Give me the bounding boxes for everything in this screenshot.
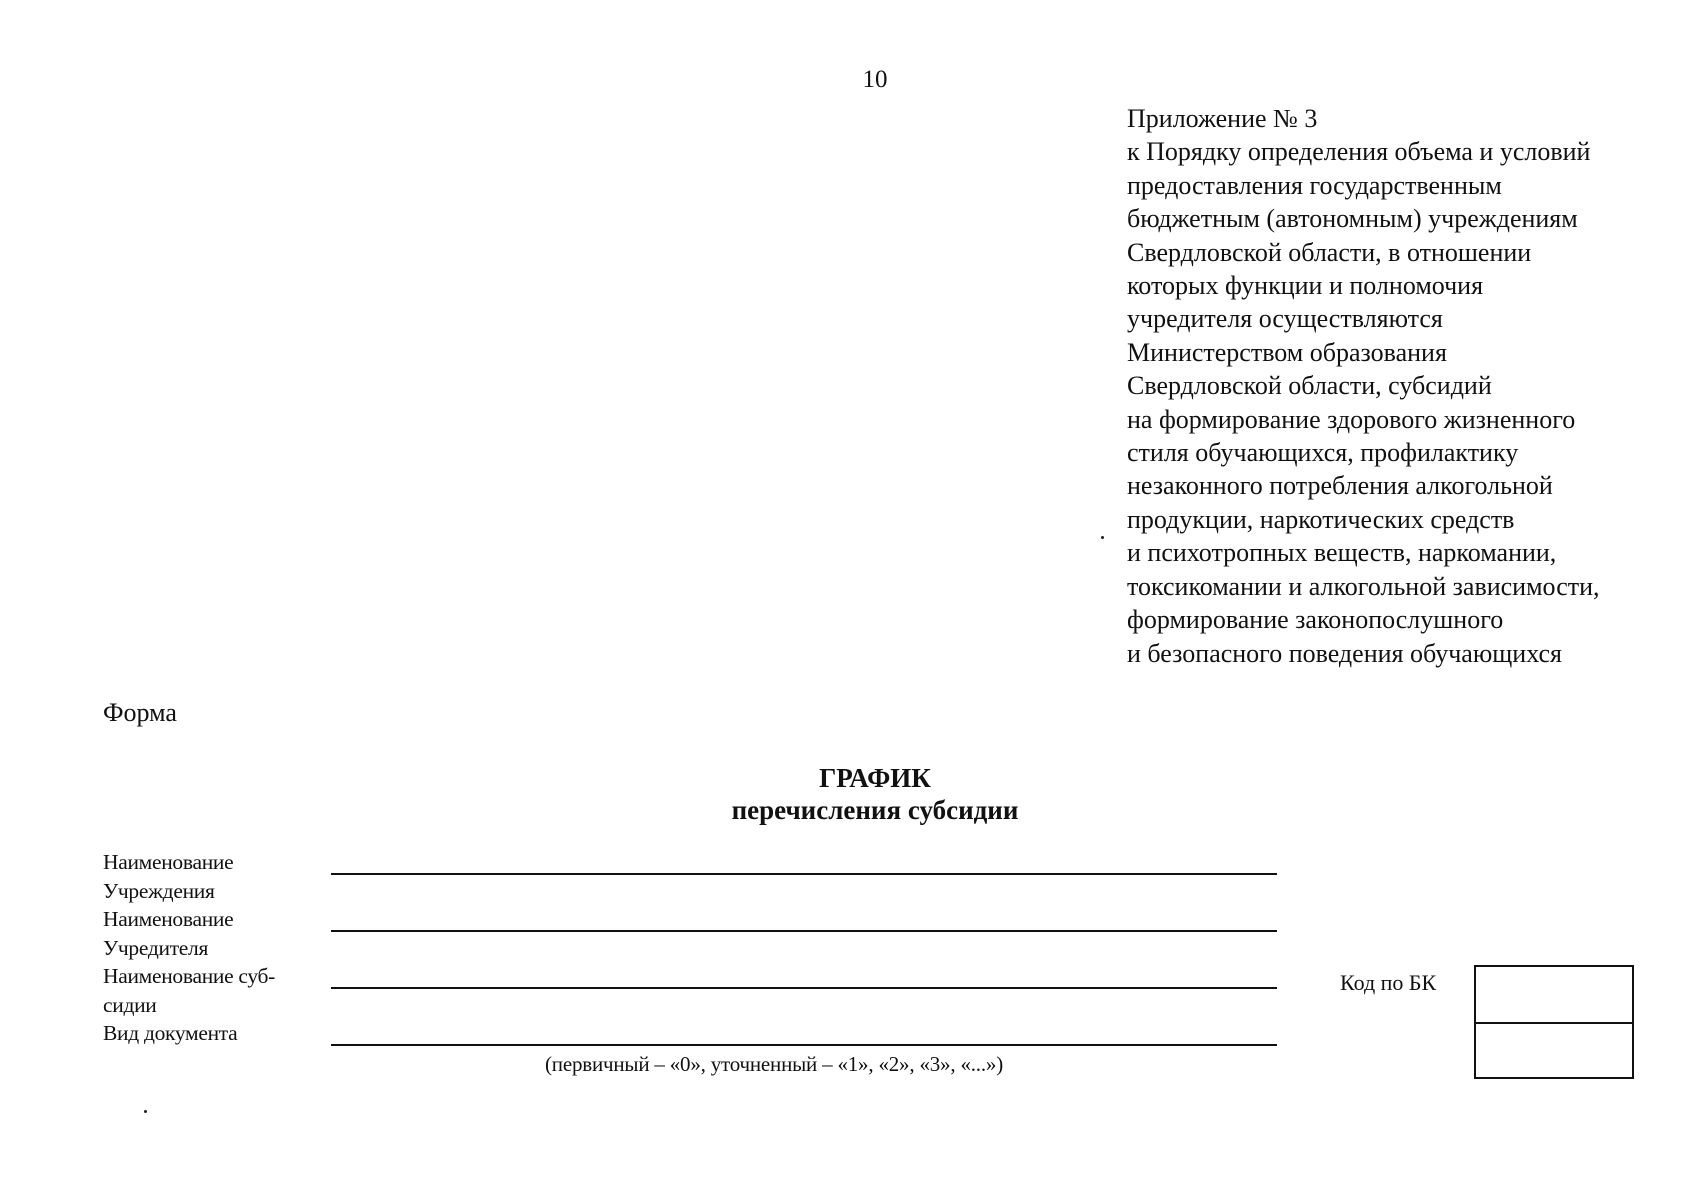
appendix-line: стиля обучающихся, профилактику — [1127, 438, 1519, 468]
institution-field[interactable] — [331, 873, 1277, 875]
title-subtitle: перечисления субсидии — [731, 795, 1019, 825]
appendix-line: Свердловской области, в отношении — [1127, 237, 1532, 267]
appendix-line: учредителя осуществляются — [1127, 304, 1443, 334]
appendix-line: Приложение № 3 — [1127, 104, 1318, 133]
subsidy-label: Наименование суб- сидии — [103, 964, 276, 1017]
appendix-header — [1127, 102, 1600, 670]
appendix-line: формирование законопослушного — [1127, 605, 1504, 635]
title-main: ГРАФИК — [819, 763, 931, 793]
appendix-line: и психотропных веществ, наркомании, — [1127, 538, 1557, 568]
appendix-line: которых функции и полномочия — [1127, 271, 1484, 301]
appendix-line: предоставления государственным — [1127, 170, 1502, 200]
page-number: 10 — [862, 66, 888, 93]
code-cell-bottom[interactable] — [1476, 1022, 1632, 1077]
appendix-line: и безопасного поведения обучающихся — [1127, 638, 1562, 668]
code-label: Код по БК — [1340, 970, 1437, 995]
scan-speck — [1101, 536, 1104, 539]
appendix-line: к Порядку определения объема и условий — [1127, 137, 1591, 167]
doc-type-field[interactable] — [331, 1044, 1277, 1046]
form-label: Форма — [103, 698, 177, 727]
appendix-line: продукции, наркотических средств — [1127, 504, 1515, 534]
appendix-line: Свердловской области, субсидий — [1127, 371, 1492, 401]
institution-label: Наименование Учреждения — [103, 850, 234, 903]
appendix-line: токсикомании и алкогольной зависимости, — [1127, 571, 1600, 601]
founder-field[interactable] — [331, 930, 1277, 932]
appendix-line: незаконного потребления алкогольной — [1127, 471, 1553, 501]
document-title — [0, 762, 1699, 826]
appendix-line: бюджетным (автономным) учреждениям — [1127, 204, 1578, 234]
subsidy-field[interactable] — [331, 987, 1277, 989]
code-cell-top[interactable] — [1476, 967, 1632, 1022]
scan-speck — [144, 1110, 147, 1113]
appendix-line: на формирование здорового жизненного — [1127, 404, 1576, 434]
founder-label: Наименование Учредителя — [103, 907, 234, 960]
doc-type-label: Вид документа — [103, 1021, 238, 1045]
doc-type-hint: (первичный – «0», уточненный – «1», «2», «3», «...») — [545, 1052, 1003, 1076]
appendix-line: Министерством образования — [1127, 337, 1447, 367]
code-box — [1474, 965, 1634, 1079]
